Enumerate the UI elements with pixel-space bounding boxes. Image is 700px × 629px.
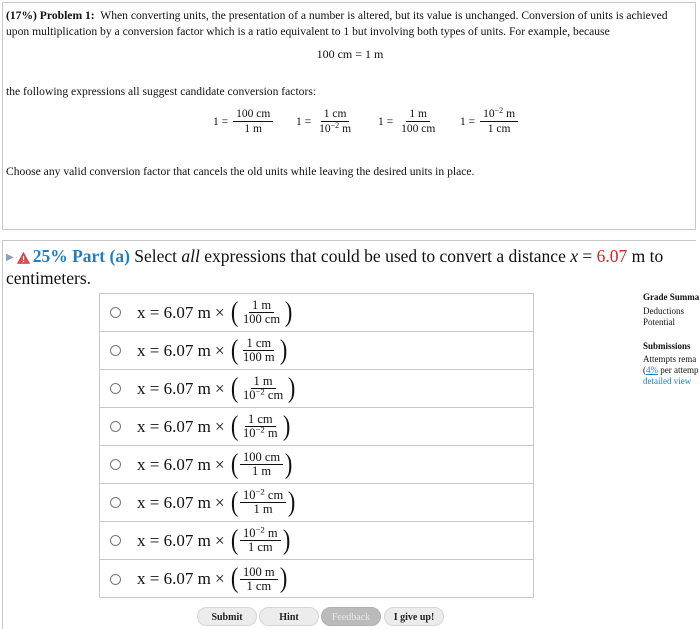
paren-open: ( bbox=[230, 334, 239, 366]
submissions-heading: Submissions bbox=[643, 341, 691, 351]
per-attempt: (4% per attemp bbox=[643, 365, 699, 375]
option-prefix: x = 6.07 m × bbox=[137, 340, 225, 360]
option-prefix: x = 6.07 m × bbox=[137, 492, 225, 512]
part-text-after: expressions that could be used to convert a distance bbox=[204, 246, 566, 266]
part-text-before: Select bbox=[134, 246, 178, 266]
option-denominator: 100 m bbox=[242, 350, 275, 364]
num-unit: m bbox=[267, 526, 278, 540]
part-variable: x bbox=[570, 246, 578, 266]
cf-numerator: 1 m bbox=[406, 107, 430, 122]
attempts-remaining: Attempts rema bbox=[643, 354, 697, 364]
cf-one: 1 = bbox=[378, 115, 394, 128]
option-prefix: x = 6.07 m × bbox=[137, 302, 225, 322]
option-numerator: 1 m bbox=[249, 299, 274, 313]
option-denominator: 1 m bbox=[252, 464, 272, 478]
part-a-prompt bbox=[6, 246, 676, 289]
conversion-factor-1 bbox=[213, 107, 273, 136]
option-denominator: 1 cm bbox=[247, 540, 273, 554]
option-expression bbox=[137, 448, 294, 480]
cf-numerator: 100 cm bbox=[233, 107, 273, 122]
detailed-view-link[interactable]: detailed view bbox=[643, 376, 692, 386]
paren-close: ) bbox=[288, 372, 296, 404]
submit-button[interactable]: Submit bbox=[197, 607, 257, 626]
cf-denominator bbox=[316, 122, 354, 136]
cf-den-base: 10 bbox=[319, 123, 331, 135]
option-numerator bbox=[240, 524, 281, 541]
den-unit: cm bbox=[267, 388, 284, 402]
option-denominator bbox=[240, 424, 281, 440]
option-numerator bbox=[240, 486, 286, 503]
cf-fraction bbox=[480, 107, 518, 136]
den-exp: −2 bbox=[255, 424, 265, 435]
option-expression bbox=[137, 565, 289, 593]
problem-text: When converting units, the presentation of a number is altered, but its value is unchanged. Conversion of units is achieved upon multiplication by a conversion factor which is a ratio equivalent to 1 but involving both types of units. For example, because bbox=[6, 9, 668, 38]
cf-den-exp: −2 bbox=[330, 120, 340, 130]
part-equals: = bbox=[582, 246, 593, 266]
problem-statement bbox=[6, 8, 691, 40]
option-row[interactable] bbox=[100, 294, 533, 332]
paren-close: ) bbox=[285, 448, 293, 480]
option-checkbox[interactable] bbox=[110, 345, 121, 356]
paren-open: ( bbox=[230, 372, 239, 404]
den-exp: −2 bbox=[255, 386, 265, 397]
hint-button[interactable]: Hint bbox=[259, 607, 319, 626]
option-fraction bbox=[240, 337, 278, 364]
num-exp: −2 bbox=[255, 524, 265, 535]
option-denominator: 100 cm bbox=[242, 312, 281, 326]
option-fraction bbox=[240, 566, 278, 593]
option-expression bbox=[137, 524, 292, 556]
option-fraction bbox=[240, 524, 281, 554]
option-prefix: x = 6.07 m × bbox=[137, 454, 225, 474]
option-row[interactable] bbox=[100, 522, 533, 560]
paren-open: ( bbox=[230, 524, 239, 556]
paren-close: ) bbox=[282, 524, 291, 556]
options-list bbox=[99, 293, 534, 598]
paren-close: ) bbox=[279, 563, 287, 594]
per-attempt-percent[interactable]: 4% bbox=[646, 365, 658, 375]
cf-fraction bbox=[398, 107, 438, 136]
part-unit: m to centimeters. bbox=[6, 246, 664, 289]
option-fraction bbox=[240, 451, 283, 478]
option-row[interactable] bbox=[100, 370, 533, 408]
option-prefix: x = 6.07 m × bbox=[137, 378, 225, 398]
per-attempt-text: per attemp bbox=[660, 365, 699, 375]
expand-triangle-icon[interactable]: ▶ bbox=[6, 252, 14, 264]
option-fraction bbox=[240, 299, 283, 326]
option-row[interactable] bbox=[100, 332, 533, 370]
warning-icon bbox=[17, 252, 30, 264]
option-row[interactable] bbox=[100, 446, 533, 484]
num-base: 10 bbox=[242, 526, 256, 540]
den-unit: m bbox=[267, 426, 278, 440]
option-numerator: 1 m bbox=[251, 375, 276, 389]
deductions-label: Deductions bbox=[643, 306, 684, 316]
option-numerator: 100 cm bbox=[240, 451, 283, 465]
suggest-text: the following expressions all suggest candidate conversion factors: bbox=[6, 85, 317, 98]
feedback-button[interactable]: Feedback bbox=[321, 607, 381, 626]
den-base: 10 bbox=[242, 426, 256, 440]
cf-one: 1 = bbox=[296, 115, 312, 128]
cf-den-unit: m bbox=[342, 123, 352, 135]
option-expression bbox=[137, 334, 289, 366]
option-denominator: 1 cm bbox=[246, 578, 272, 593]
cf-fraction bbox=[233, 107, 273, 136]
choose-instructions: Choose any valid conversion factor that cancels the old units while leaving the desired units in place. bbox=[6, 165, 475, 178]
cf-fraction bbox=[316, 107, 354, 136]
option-prefix: x = 6.07 m × bbox=[137, 416, 225, 436]
option-checkbox[interactable] bbox=[110, 307, 121, 318]
cf-denominator: 100 cm bbox=[401, 123, 436, 135]
option-numerator: 1 cm bbox=[245, 413, 276, 427]
part-percent: 25% bbox=[32, 246, 68, 266]
option-row[interactable] bbox=[100, 560, 533, 598]
cf-denominator: 1 cm bbox=[487, 123, 511, 135]
grade-summary-heading: Grade Summa bbox=[643, 292, 700, 302]
den-base: 10 bbox=[242, 388, 256, 402]
conversion-factor-2 bbox=[296, 107, 354, 136]
paren-close: ) bbox=[279, 334, 287, 366]
option-fraction bbox=[240, 375, 286, 402]
problem-label: (17%) Problem 1: bbox=[6, 9, 95, 22]
option-fraction bbox=[240, 486, 286, 516]
option-checkbox[interactable] bbox=[110, 421, 121, 432]
cf-numerator: 1 cm bbox=[321, 107, 350, 122]
num-unit: cm bbox=[267, 488, 284, 502]
option-expression bbox=[137, 296, 294, 328]
option-denominator: 1 m bbox=[253, 502, 273, 516]
paren-open: ( bbox=[230, 486, 239, 518]
paren-open: ( bbox=[230, 410, 239, 442]
option-row[interactable] bbox=[100, 484, 533, 522]
paren-open: ( bbox=[230, 563, 239, 594]
conversion-factor-3 bbox=[378, 107, 438, 136]
cf-num-unit: m bbox=[506, 108, 516, 120]
option-expression bbox=[137, 372, 298, 404]
conversion-factor-4 bbox=[460, 107, 518, 136]
cf-denominator: 1 m bbox=[244, 123, 262, 135]
paren-open: ( bbox=[230, 448, 239, 480]
part-value: 6.07 bbox=[596, 246, 628, 266]
option-fraction bbox=[240, 413, 281, 440]
cf-num-base: 10 bbox=[483, 108, 495, 120]
option-row[interactable] bbox=[100, 408, 533, 446]
grade-sidebar bbox=[643, 292, 700, 387]
option-checkbox[interactable] bbox=[110, 497, 121, 508]
cf-numerator bbox=[480, 107, 518, 122]
paren-close: ) bbox=[285, 296, 293, 328]
option-expression bbox=[137, 486, 298, 518]
cf-num-exp: −2 bbox=[494, 105, 504, 115]
paren-close: ) bbox=[288, 486, 296, 518]
option-prefix: x = 6.07 m × bbox=[137, 569, 225, 588]
option-checkbox[interactable] bbox=[110, 459, 121, 470]
part-text-emphasis: all bbox=[181, 246, 200, 266]
paren-open: ( bbox=[230, 296, 239, 328]
example-equation: 100 cm = 1 m bbox=[316, 47, 384, 61]
potential-label: Potential bbox=[643, 317, 675, 327]
option-checkbox[interactable] bbox=[110, 574, 121, 585]
cf-one: 1 = bbox=[213, 115, 229, 128]
num-base: 10 bbox=[242, 488, 256, 502]
option-checkbox[interactable] bbox=[110, 535, 121, 546]
option-numerator: 1 cm bbox=[243, 337, 274, 351]
num-exp: −2 bbox=[255, 486, 265, 497]
option-prefix: x = 6.07 m × bbox=[137, 530, 225, 550]
give-up-button[interactable]: I give up! bbox=[384, 607, 444, 626]
option-denominator bbox=[240, 386, 286, 402]
paren-close: ) bbox=[282, 410, 291, 442]
part-label: Part (a) bbox=[72, 246, 130, 266]
cf-one: 1 = bbox=[460, 115, 476, 128]
option-numerator: 100 m bbox=[240, 566, 278, 580]
option-checkbox[interactable] bbox=[110, 383, 121, 394]
option-expression bbox=[137, 410, 292, 442]
